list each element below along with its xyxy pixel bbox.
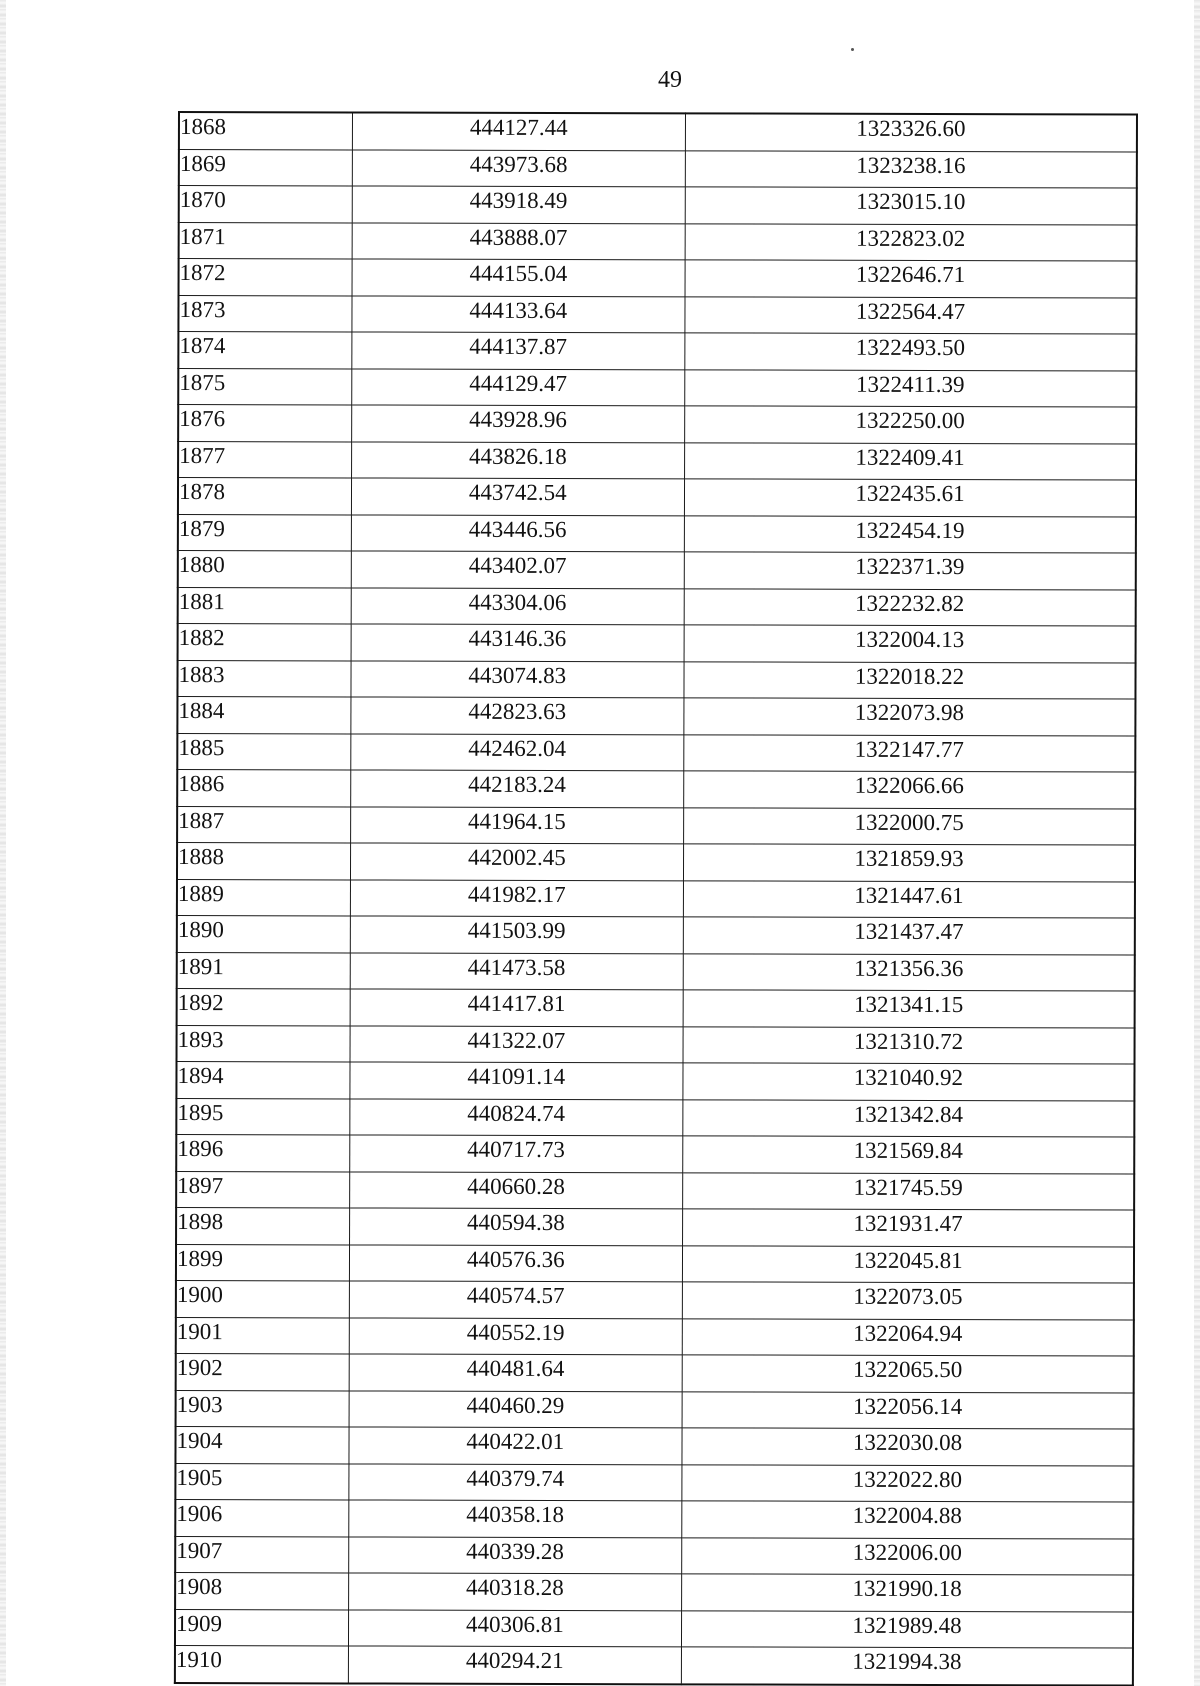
x-coordinate-cell: 442823.63 [351,697,684,734]
y-coordinate-cell: 1321989.48 [681,1610,1133,1648]
table-row [177,915,1135,954]
point-number-cell: 1876 [178,405,351,442]
table-row [179,149,1137,188]
x-coordinate-cell: 443446.56 [351,514,684,551]
y-coordinate-cell: 1321994.38 [681,1647,1133,1685]
table-row [175,1645,1133,1685]
point-number-cell: 1888 [177,843,350,880]
y-coordinate-cell: 1322066.66 [684,771,1136,809]
y-coordinate-cell: 1321447.61 [683,880,1135,918]
y-coordinate-cell: 1322030.08 [682,1428,1134,1466]
y-coordinate-cell: 1321569.84 [683,1136,1135,1174]
x-coordinate-cell: 441091.14 [350,1062,683,1099]
y-coordinate-cell: 1323015.10 [685,187,1137,225]
table-row [177,988,1135,1027]
point-number-cell: 1898 [176,1207,349,1244]
x-coordinate-cell: 440594.38 [349,1208,682,1245]
y-coordinate-cell: 1323238.16 [685,150,1137,188]
table-row [179,259,1137,298]
x-coordinate-cell: 440717.73 [349,1135,682,1172]
x-coordinate-cell: 443074.83 [351,660,684,697]
table-row [178,295,1136,334]
table-row [178,624,1136,663]
x-coordinate-cell: 444155.04 [352,259,685,296]
x-coordinate-cell: 442462.04 [350,733,683,770]
point-number-cell: 1883 [177,660,350,697]
x-coordinate-cell: 442183.24 [350,770,683,807]
x-coordinate-cell: 443928.96 [351,405,684,442]
y-coordinate-cell: 1322065.50 [682,1355,1134,1393]
x-coordinate-cell: 441964.15 [350,806,683,843]
table-row [178,514,1136,553]
table-row [177,660,1135,699]
x-coordinate-cell: 440824.74 [349,1098,682,1135]
point-number-cell: 1893 [177,1025,350,1062]
point-number-cell: 1889 [177,879,350,916]
x-coordinate-cell: 443973.68 [352,149,685,186]
x-coordinate-cell: 443888.07 [352,222,685,259]
point-number-cell: 1900 [176,1280,349,1317]
x-coordinate-cell: 440339.28 [348,1536,681,1573]
point-number-cell: 1881 [178,587,351,624]
scan-edge-left [0,0,6,1686]
table-row [177,1025,1135,1064]
y-coordinate-cell: 1321437.47 [683,917,1135,955]
table-row [177,952,1135,991]
x-coordinate-cell: 444129.47 [351,368,684,405]
x-coordinate-cell: 442002.45 [350,843,683,880]
point-number-cell: 1868 [179,112,352,149]
table-row [179,112,1137,152]
x-coordinate-cell: 441322.07 [350,1025,683,1062]
table-row [176,1061,1134,1100]
table-row [178,368,1136,407]
y-coordinate-cell: 1321356.36 [683,953,1135,991]
table-row [177,843,1135,882]
y-coordinate-cell: 1321310.72 [683,1026,1135,1064]
table-row [178,405,1136,444]
point-number-cell: 1879 [178,514,351,551]
table-row [176,1207,1134,1246]
y-coordinate-cell: 1322493.50 [685,333,1137,371]
point-number-cell: 1906 [175,1499,348,1536]
point-number-cell: 1908 [175,1572,348,1609]
point-number-cell: 1901 [176,1317,349,1354]
point-number-cell: 1897 [176,1171,349,1208]
y-coordinate-cell: 1322454.19 [684,515,1136,553]
x-coordinate-cell: 440422.01 [349,1427,682,1464]
point-number-cell: 1885 [177,733,350,770]
point-number-cell: 1890 [177,915,350,952]
y-coordinate-cell: 1322004.13 [684,625,1136,663]
point-number-cell: 1878 [178,478,351,515]
table-row [178,587,1136,626]
point-number-cell: 1870 [179,186,352,223]
table-row [178,441,1136,480]
table-row [178,478,1136,517]
point-number-cell: 1874 [178,332,351,369]
x-coordinate-cell: 440379.74 [349,1463,682,1500]
table-row [176,1353,1134,1392]
table-row [179,222,1137,261]
x-coordinate-cell: 440460.29 [349,1390,682,1427]
y-coordinate-cell: 1321931.47 [683,1209,1135,1247]
y-coordinate-cell: 1322056.14 [682,1391,1134,1429]
table-row [175,1609,1133,1648]
y-coordinate-cell: 1322823.02 [685,223,1137,261]
y-coordinate-cell: 1322250.00 [685,406,1137,444]
table-row [177,879,1135,918]
x-coordinate-cell: 440574.57 [349,1281,682,1318]
point-number-cell: 1891 [177,952,350,989]
y-coordinate-cell: 1322045.81 [682,1245,1134,1283]
x-coordinate-cell: 443742.54 [351,478,684,515]
point-number-cell: 1892 [177,988,350,1025]
x-coordinate-cell: 444127.44 [352,112,685,150]
page-number: 49 [658,67,682,93]
y-coordinate-cell: 1322435.61 [684,479,1136,517]
y-coordinate-cell: 1321745.59 [683,1172,1135,1210]
table-row [176,1171,1134,1210]
point-number-cell: 1873 [178,295,351,332]
y-coordinate-cell: 1323326.60 [685,113,1137,151]
x-coordinate-cell: 440552.19 [349,1317,682,1354]
x-coordinate-cell: 443918.49 [352,186,685,223]
point-number-cell: 1884 [177,697,350,734]
point-number-cell: 1887 [177,806,350,843]
scan-edge-right [1194,0,1200,1686]
coordinate-table-body [175,112,1137,1685]
x-coordinate-cell: 443826.18 [351,441,684,478]
table-row [175,1536,1133,1575]
point-number-cell: 1872 [179,259,352,296]
x-coordinate-cell: 441473.58 [350,952,683,989]
x-coordinate-cell: 440358.18 [348,1500,681,1537]
y-coordinate-cell: 1321990.18 [682,1574,1134,1612]
y-coordinate-cell: 1322006.00 [682,1537,1134,1575]
coordinate-table [174,111,1138,1686]
table-row [177,733,1135,772]
point-number-cell: 1880 [178,551,351,588]
x-coordinate-cell: 444133.64 [352,295,685,332]
point-number-cell: 1896 [176,1134,349,1171]
table-row [178,551,1136,590]
x-coordinate-cell: 443146.36 [351,624,684,661]
point-number-cell: 1877 [178,441,351,478]
table-row [177,770,1135,809]
y-coordinate-cell: 1321341.15 [683,990,1135,1028]
point-number-cell: 1903 [176,1390,349,1427]
x-coordinate-cell: 441503.99 [350,916,683,953]
table-row [175,1463,1133,1502]
x-coordinate-cell: 444137.87 [351,332,684,369]
x-coordinate-cell: 440306.81 [348,1609,681,1646]
y-coordinate-cell: 1322000.75 [684,807,1136,845]
y-coordinate-cell: 1321342.84 [683,1099,1135,1137]
point-number-cell: 1902 [176,1353,349,1390]
table-row [176,1317,1134,1356]
x-coordinate-cell: 441417.81 [350,989,683,1026]
point-number-cell: 1882 [178,624,351,661]
table-row [177,697,1135,736]
x-coordinate-cell: 440660.28 [349,1171,682,1208]
y-coordinate-cell: 1322147.77 [684,734,1136,772]
point-number-cell: 1910 [175,1645,348,1682]
point-number-cell: 1899 [176,1244,349,1281]
y-coordinate-cell: 1322073.05 [682,1282,1134,1320]
scan-speck [851,48,854,51]
x-coordinate-cell: 440481.64 [349,1354,682,1391]
x-coordinate-cell: 441982.17 [350,879,683,916]
x-coordinate-cell: 440576.36 [349,1244,682,1281]
y-coordinate-cell: 1322232.82 [684,588,1136,626]
x-coordinate-cell: 440318.28 [348,1573,681,1610]
table-row [178,332,1136,371]
point-number-cell: 1909 [175,1609,348,1646]
table-row [176,1134,1134,1173]
point-number-cell: 1905 [175,1463,348,1500]
point-number-cell: 1894 [176,1061,349,1098]
point-number-cell: 1871 [179,222,352,259]
table-row [175,1426,1133,1465]
y-coordinate-cell: 1322073.98 [684,698,1136,736]
table-row [176,1390,1134,1429]
table-row [176,1098,1134,1137]
y-coordinate-cell: 1322371.39 [684,552,1136,590]
point-number-cell: 1869 [179,149,352,186]
y-coordinate-cell: 1322564.47 [685,296,1137,334]
point-number-cell: 1904 [175,1426,348,1463]
y-coordinate-cell: 1321859.93 [683,844,1135,882]
table-row [177,806,1135,845]
table-row [179,186,1137,225]
y-coordinate-cell: 1322022.80 [682,1464,1134,1502]
y-coordinate-cell: 1322409.41 [685,442,1137,480]
table-row [176,1280,1134,1319]
table-row [175,1572,1133,1611]
y-coordinate-cell: 1322411.39 [685,369,1137,407]
y-coordinate-cell: 1321040.92 [683,1063,1135,1101]
x-coordinate-cell: 443304.06 [351,587,684,624]
table-row [176,1244,1134,1283]
y-coordinate-cell: 1322004.88 [682,1501,1134,1539]
point-number-cell: 1895 [176,1098,349,1135]
y-coordinate-cell: 1322646.71 [685,260,1137,298]
x-coordinate-cell: 443402.07 [351,551,684,588]
x-coordinate-cell: 440294.21 [348,1646,681,1684]
y-coordinate-cell: 1322018.22 [684,661,1136,699]
point-number-cell: 1907 [175,1536,348,1573]
point-number-cell: 1875 [178,368,351,405]
point-number-cell: 1886 [177,770,350,807]
y-coordinate-cell: 1322064.94 [682,1318,1134,1356]
table-row [175,1499,1133,1538]
